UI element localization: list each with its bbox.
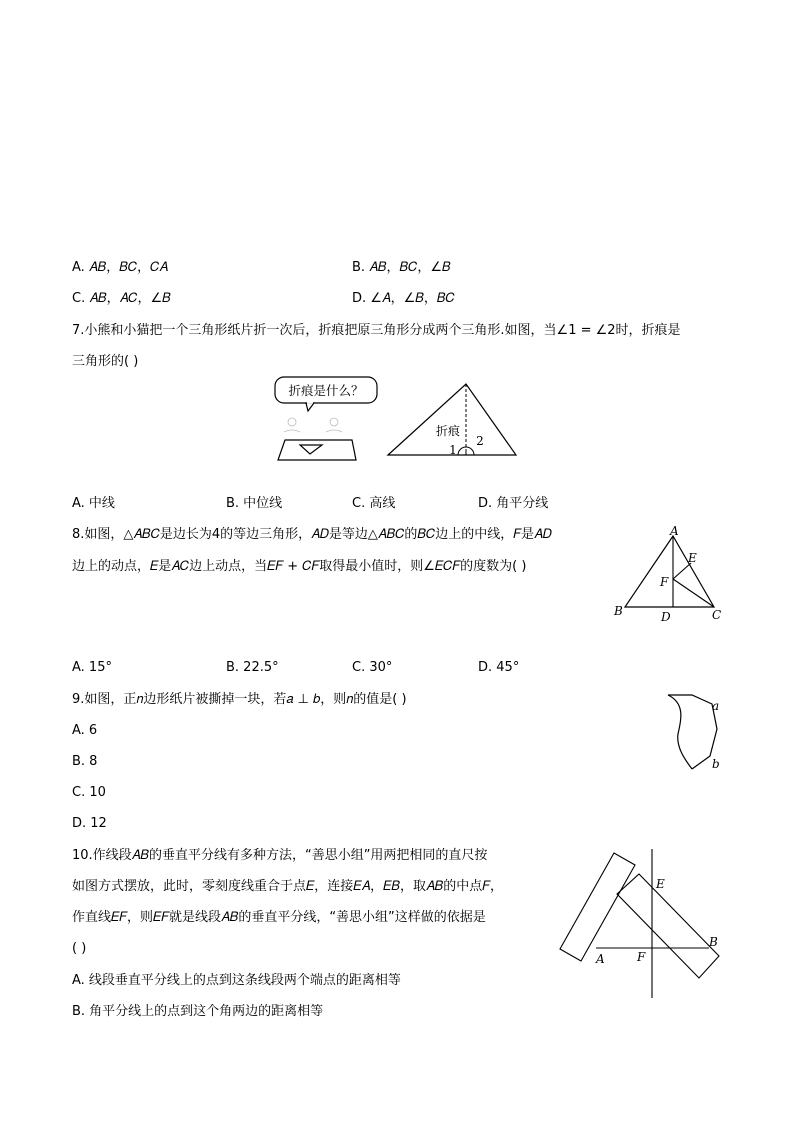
ruler-left	[560, 853, 635, 961]
q8-stem-line2: 边上的动点，𝐸是𝐴𝐶边上动点，当𝐸𝐹 + 𝐶𝐹取得最小值时，则∠𝐸𝐶𝐹的度数为( )	[72, 559, 527, 574]
label-b: b	[712, 757, 720, 771]
q6-option-c: C. 𝐴𝐵，𝐴𝐶，∠𝐵	[72, 291, 171, 306]
q10-stem-line4: ( )	[72, 941, 87, 956]
label-f: F	[637, 950, 646, 964]
q6-option-b: B. 𝐴𝐵，𝐵𝐶，∠𝐵	[352, 260, 451, 275]
angle-2-label: 2	[476, 434, 484, 448]
q9-option-b: B. 8	[72, 754, 98, 769]
label-d: D	[661, 610, 671, 624]
q8-option-d: D. 45°	[478, 660, 520, 675]
label-e: E	[656, 877, 665, 891]
label-b: B	[709, 935, 718, 949]
torn-edge	[668, 695, 692, 769]
segment-fe	[673, 563, 691, 579]
label-f: F	[660, 575, 669, 589]
angle-1-label: 1	[449, 443, 457, 457]
q10-option-b: B. 角平分线上的点到这个角两边的距离相等	[72, 1004, 324, 1019]
q9-option-d: D. 12	[72, 816, 107, 831]
q9-figure	[662, 686, 732, 776]
q7-figure	[270, 374, 525, 466]
bubble-tail	[306, 403, 314, 411]
q9-stem: 9.如图，正𝑛边形纸片被撕掉一块，若𝑎 ⊥ 𝑏，则𝑛的值是( )	[72, 692, 407, 707]
q7-stem-line1: 7.小熊和小猫把一个三角形纸片折一次后，折痕把原三角形分成两个三角形.如图，当∠1 = ∠2时，折痕是	[72, 323, 681, 338]
bubble-text: 折痕是什么？	[288, 383, 364, 398]
q8-figure	[608, 524, 734, 626]
q7-stem-line2: 三角形的( )	[72, 354, 139, 369]
label-c: C	[712, 608, 722, 622]
q7-option-a: A. 中线	[72, 496, 115, 511]
q8-option-a: A. 15°	[72, 660, 112, 675]
q8-stem-line1: 8.如图，△𝐴𝐵𝐶是边长为4的等边三角形，𝐴𝐷是等边△𝐴𝐵𝐶的𝐵𝐶边上的中线，𝐹是𝐴𝐷	[72, 527, 552, 542]
q7-option-b: B. 中位线	[226, 496, 283, 511]
label-a: A	[596, 952, 605, 966]
q8-option-b: B. 22.5°	[226, 660, 279, 675]
label-a: A	[670, 524, 679, 538]
q10-stem-line2: 如图方式摆放，此时，零刻度线重合于点𝐸，连接𝐸𝐴，𝐸𝐵，取𝐴𝐵的中点𝐹，	[72, 879, 504, 894]
q10-stem-line3: 作直线𝐸𝐹，则𝐸𝐹就是线段𝐴𝐵的垂直平分线，“善思小组”这样做的依据是	[72, 910, 486, 925]
q10-option-a: A. 线段垂直平分线上的点到这条线段两个端点的距离相等	[72, 973, 401, 988]
fold-label: 折痕	[435, 424, 461, 438]
q9-option-a: A. 6	[72, 723, 98, 738]
cartoon-animals	[284, 418, 342, 432]
q10-stem-line1: 10.作线段𝐴𝐵的垂直平分线有多种方法，“善思小组”用两把相同的直尺按	[72, 848, 488, 863]
label-b: B	[614, 604, 623, 618]
q6-option-d: D. ∠𝐴，∠𝐵，𝐵𝐶	[352, 291, 455, 306]
segment-fc	[673, 579, 714, 607]
equilateral-triangle-abc	[625, 536, 714, 607]
q7-option-d: D. 角平分线	[478, 496, 549, 511]
q7-option-c: C. 高线	[352, 496, 396, 511]
q10-figure	[555, 846, 727, 1004]
label-a: a	[712, 699, 720, 713]
polygon-edges	[668, 695, 720, 769]
ruler-right	[617, 874, 719, 978]
paper-sheet	[278, 440, 356, 460]
q9-option-c: C. 10	[72, 785, 106, 800]
q8-option-c: C. 30°	[352, 660, 393, 675]
label-e: E	[688, 551, 697, 565]
q6-option-a: A. 𝐴𝐵，𝐵𝐶，𝐶𝐴	[72, 260, 168, 275]
